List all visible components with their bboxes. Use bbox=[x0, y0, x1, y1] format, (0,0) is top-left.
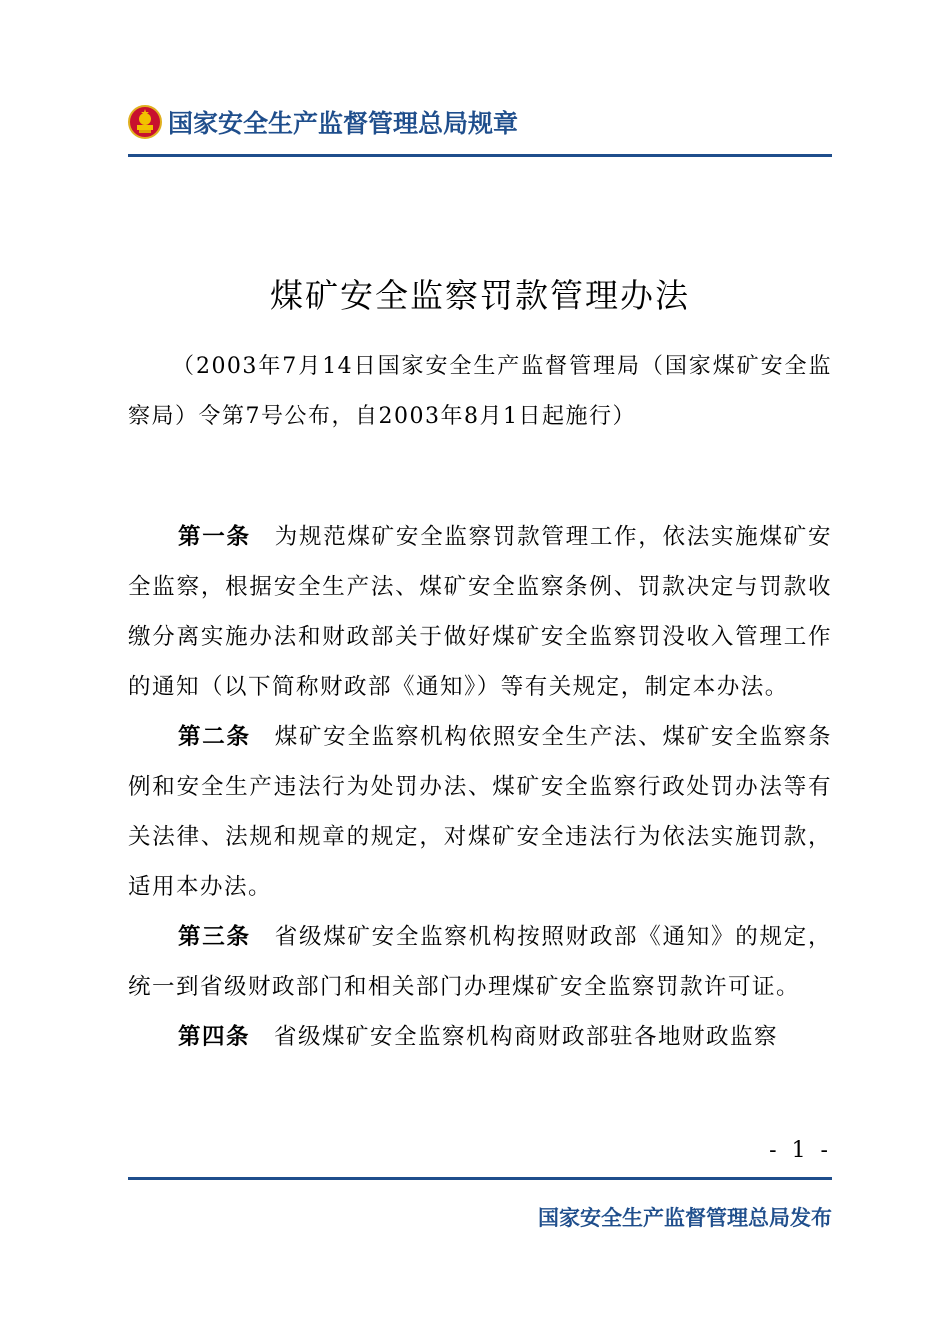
article bbox=[128, 912, 832, 1012]
page-header bbox=[128, 100, 832, 144]
article-number: 第一条 bbox=[178, 524, 251, 550]
article-text: 为规范煤矿安全监察罚款管理工作，依法实施煤矿安全监察，根据安全生产法、煤矿安全监察条例、罚款决定与罚款收缴分离实施办法和财政部关于做好煤矿安全监察罚没收入管理工作的通知（以下简称财政部《通知》）等有关规定，制定本办法。 bbox=[128, 524, 832, 700]
article-text: 省级煤矿安全监察机构商财政部驻各地财政监察 bbox=[274, 1024, 779, 1050]
article-number: 第四条 bbox=[178, 1024, 251, 1050]
article-text: 省级煤矿安全监察机构按照财政部《通知》的规定，统一到省级财政部门和相关部门办理煤矿安全监察罚款许可证。 bbox=[128, 924, 832, 1000]
article-text: 煤矿安全监察机构依照安全生产法、煤矿安全监察条例和安全生产违法行为处罚办法、煤矿安全监察行政处罚办法等有关法律、法规和规章的规定，对煤矿安全违法行为依法实施罚款，适用本办法。 bbox=[128, 724, 832, 900]
header-title: 国家安全生产监督管理总局规章 bbox=[168, 109, 519, 138]
article-number: 第二条 bbox=[178, 724, 251, 750]
footer-publisher: 国家安全生产监督管理总局发布 bbox=[538, 1206, 832, 1230]
article-number: 第三条 bbox=[178, 924, 251, 950]
article bbox=[128, 712, 832, 912]
national-emblem-icon bbox=[128, 105, 162, 139]
article bbox=[128, 512, 832, 712]
document-title: 煤矿安全监察罚款管理办法 bbox=[270, 276, 690, 315]
document-subtitle: （2003年7月14日国家安全生产监督管理局（国家煤矿安全监察局）令第7号公布，自2003年8月1日起施行） bbox=[128, 354, 832, 429]
page-number: - 1 - bbox=[769, 1138, 832, 1163]
footer-divider bbox=[128, 1177, 832, 1180]
article bbox=[128, 1012, 832, 1062]
document-body bbox=[128, 512, 832, 1062]
header-divider bbox=[128, 154, 832, 157]
